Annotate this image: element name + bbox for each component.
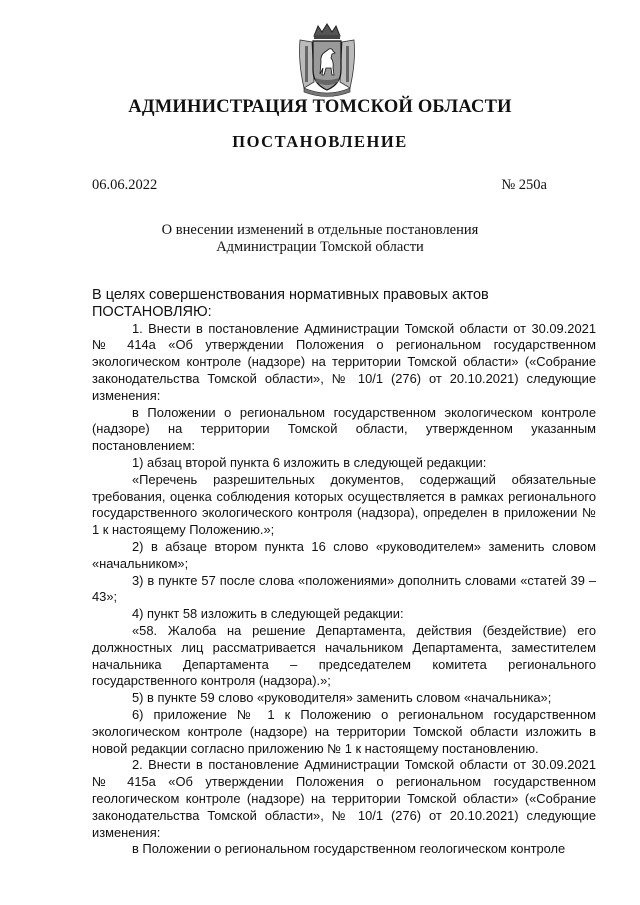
paragraph: в Положении о региональном государственном экологическом контроле (надзоре) на территории Томской области, утвержденном указанным постановлением:: [92, 404, 596, 454]
document-subject: [0, 222, 640, 256]
paragraph: 1) абзац второй пункта 6 изложить в следующей редакции:: [132, 454, 487, 470]
document-date: 06.06.2022: [92, 177, 158, 193]
resolve-word: ПОСТАНОВЛЯЮ:: [92, 303, 212, 320]
preamble: В целях совершенствования нормативных правовых актов: [92, 287, 489, 303]
subject-line-1: О внесении изменений в отдельные постановления: [161, 222, 479, 238]
paragraph: 2) в абзаце втором пункта 16 слово «руководителем» заменить словом «начальником»;: [92, 538, 596, 571]
paragraph: в Положении о региональном государственном геологическом контроле: [132, 841, 566, 857]
paragraph: 2. Внести в постановление Администрации Томской области от 30.09.2021 № 415а «Об утверждении Положения о региональном государственном геологическом контроле (надзоре) на территории Томской области» («Собрание законодательства Томской области», № 10/1 (276) от 20.10.2021) следующие изменения:: [92, 757, 596, 840]
document-type-title: ПОСТАНОВЛЕНИЕ: [232, 132, 408, 151]
paragraph: 5) в пункте 59 слово «руководителя» заменить словом «начальника»;: [132, 690, 552, 706]
paragraph: 3) в пункте 57 после слова «положениями» дополнить словами «статей 39 – 43»;: [92, 572, 596, 605]
paragraph: 1. Внести в постановление Администрации Томской области от 30.09.2021 № 414а «Об утверждении Положения о региональном государственном экологическом контроле (надзоре) на территории Томской области» («Собрание законодательства Томской области», № 10/1 (276) от 20.10.2021) следующие изменения:: [92, 320, 596, 403]
paragraph: 6) приложение № 1 к Положению о региональном государственном экологическом контроле (надзоре) на территории Томской области изложить в новой редакции согласно приложению № 1 к настоящему постановлению.: [92, 706, 596, 756]
paragraph: «Перечень разрешительных документов, содержащий обязательные требования, оценка соблюдения которых осуществляется в рамках регионального государственного экологического контроля (надзора), определен в приложении № 1 к настоящему Положению.»;: [92, 471, 596, 538]
subject-line-2: Администрации Томской области: [216, 239, 424, 255]
document-number: № 250а: [501, 177, 547, 193]
paragraph: 4) пункт 58 изложить в следующей редакции:: [132, 606, 404, 622]
paragraph: «58. Жалоба на решение Департамента, действия (бездействие) его должностных лиц рассматривается начальником Департамента, заместителем начальника Департамента – председателем комитета регионального государственного контроля (надзора).»;: [92, 622, 596, 689]
document-body: [92, 287, 596, 858]
tomsk-oblast-coat-of-arms-icon: [296, 22, 358, 98]
organization-title: АДМИНИСТРАЦИЯ ТОМСКОЙ ОБЛАСТИ: [128, 97, 512, 117]
